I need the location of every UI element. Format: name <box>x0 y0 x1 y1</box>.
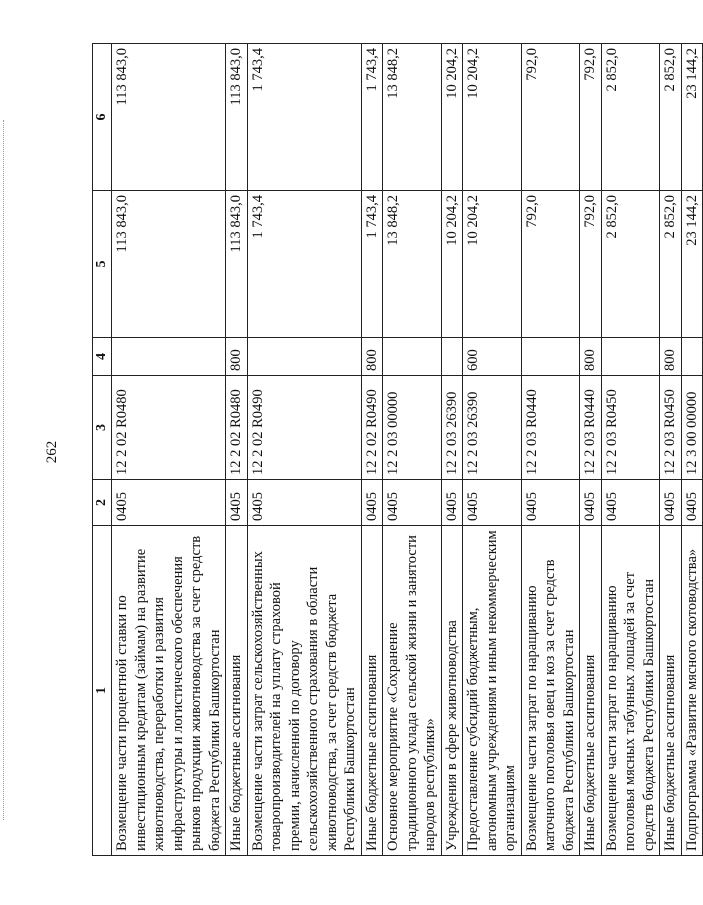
row-code: 12 3 00 00000 <box>681 376 703 480</box>
row-code: 12 2 03 26390 <box>463 376 522 480</box>
row-sum-1: 10 204,2 <box>441 191 463 338</box>
table-row <box>383 44 442 856</box>
row-section: 0405 <box>441 480 463 526</box>
row-type: 800 <box>226 338 248 376</box>
row-code: 12 2 02 R0480 <box>226 376 248 480</box>
row-code: 12 2 02 R0490 <box>247 376 361 480</box>
row-code: 12 2 03 26390 <box>441 376 463 480</box>
header-col-1: 1 <box>93 526 112 856</box>
header-col-6: 6 <box>93 44 112 191</box>
row-name: Иные бюджетные ассигнования <box>580 526 602 856</box>
table-row <box>112 44 226 856</box>
row-section: 0405 <box>247 480 361 526</box>
row-section: 0405 <box>361 480 383 526</box>
table-body <box>112 44 703 856</box>
row-sum-2: 792,0 <box>580 44 602 191</box>
page-number: 262 <box>44 440 60 464</box>
row-section: 0405 <box>660 480 682 526</box>
row-name: Учреждения в сфере животноводства <box>441 526 463 856</box>
row-sum-2: 113 843,0 <box>112 44 226 191</box>
table-row <box>441 44 463 856</box>
header-row <box>93 44 112 856</box>
row-sum-1: 10 204,2 <box>463 191 522 338</box>
table-row <box>521 44 580 856</box>
row-type <box>601 338 660 376</box>
row-type <box>521 338 580 376</box>
row-sum-1: 2 852,0 <box>660 191 682 338</box>
row-sum-2: 792,0 <box>521 44 580 191</box>
row-type: 600 <box>463 338 522 376</box>
row-code: 12 2 03 00000 <box>383 376 442 480</box>
row-code: 12 2 03 R0450 <box>660 376 682 480</box>
row-sum-1: 2 852,0 <box>601 191 660 338</box>
row-sum-1: 792,0 <box>580 191 602 338</box>
row-sum-2: 1 743,4 <box>247 44 361 191</box>
row-section: 0405 <box>463 480 522 526</box>
row-sum-1: 1 743,4 <box>361 191 383 338</box>
row-sum-2: 23 144,2 <box>681 44 703 191</box>
row-code: 12 2 02 R0480 <box>112 376 226 480</box>
row-sum-1: 113 843,0 <box>226 191 248 338</box>
rotated-table-wrapper <box>92 44 700 856</box>
row-code: 12 2 03 R0450 <box>601 376 660 480</box>
row-name: Иные бюджетные ассигнования <box>660 526 682 856</box>
row-sum-2: 13 848,2 <box>383 44 442 191</box>
row-name: Подпрограмма «Развитие мясного скотоводства» <box>681 526 703 856</box>
row-name: Возмещение части затрат по наращиванию маточного поголовья овец и коз за счет средств бюджета Республики Башкортостан <box>521 526 580 856</box>
table-row <box>580 44 602 856</box>
header-col-5: 5 <box>93 191 112 338</box>
row-type <box>112 338 226 376</box>
row-code: 12 2 02 R0490 <box>361 376 383 480</box>
row-name: Иные бюджетные ассигнования <box>361 526 383 856</box>
row-section: 0405 <box>681 480 703 526</box>
row-sum-1: 23 144,2 <box>681 191 703 338</box>
row-sum-1: 13 848,2 <box>383 191 442 338</box>
row-section: 0405 <box>383 480 442 526</box>
table-row <box>601 44 660 856</box>
row-section: 0405 <box>521 480 580 526</box>
table-row <box>463 44 522 856</box>
row-sum-2: 10 204,2 <box>463 44 522 191</box>
row-type: 800 <box>660 338 682 376</box>
row-type <box>247 338 361 376</box>
row-name: Предоставление субсидий бюджетным, автономным учреждениям и иным некоммерческим организациям <box>463 526 522 856</box>
row-name: Возмещение части затрат по наращиванию поголовья мясных табунных лошадей за счет средств бюджета Республики Башкортостан <box>601 526 660 856</box>
table-row <box>361 44 383 856</box>
row-sum-2: 2 852,0 <box>601 44 660 191</box>
row-type: 800 <box>361 338 383 376</box>
row-sum-1: 1 743,4 <box>247 191 361 338</box>
row-section: 0405 <box>580 480 602 526</box>
row-sum-1: 113 843,0 <box>112 191 226 338</box>
row-name: Иные бюджетные ассигнования <box>226 526 248 856</box>
row-type <box>383 338 442 376</box>
row-name: Возмещение части затрат сельскохозяйственных товаропроизводителей на уплату страховой премии, начисленной по договору сельскохозяйственного страхования в области животноводства, за счет средств бюджета Республики Башкортостан <box>247 526 361 856</box>
row-sum-2: 2 852,0 <box>660 44 682 191</box>
row-type <box>441 338 463 376</box>
row-section: 0405 <box>601 480 660 526</box>
row-code: 12 2 03 R0440 <box>580 376 602 480</box>
row-type <box>681 338 703 376</box>
budget-table <box>92 43 703 856</box>
row-type: 800 <box>580 338 602 376</box>
scan-edge <box>3 120 10 820</box>
row-code: 12 2 03 R0440 <box>521 376 580 480</box>
table-row <box>660 44 682 856</box>
header-col-3: 3 <box>93 376 112 480</box>
row-sum-2: 113 843,0 <box>226 44 248 191</box>
header-col-4: 4 <box>93 338 112 376</box>
row-section: 0405 <box>226 480 248 526</box>
row-sum-2: 10 204,2 <box>441 44 463 191</box>
header-col-2: 2 <box>93 480 112 526</box>
row-name: Основное мероприятие «Сохранение традиционного уклада сельской жизни и занятости народов республики» <box>383 526 442 856</box>
table-row <box>247 44 361 856</box>
row-name: Возмещение части процентной ставки по инвестиционным кредитам (займам) на развитие животноводства, переработки и развития инфраструктуры и логистического обеспечения рынков продукции животноводства за счет средств бюджета Республики Башкортостан <box>112 526 226 856</box>
row-sum-1: 792,0 <box>521 191 580 338</box>
rotated-table-container <box>92 44 700 856</box>
row-sum-2: 1 743,4 <box>361 44 383 191</box>
table-row <box>226 44 248 856</box>
row-section: 0405 <box>112 480 226 526</box>
table-row <box>681 44 703 856</box>
